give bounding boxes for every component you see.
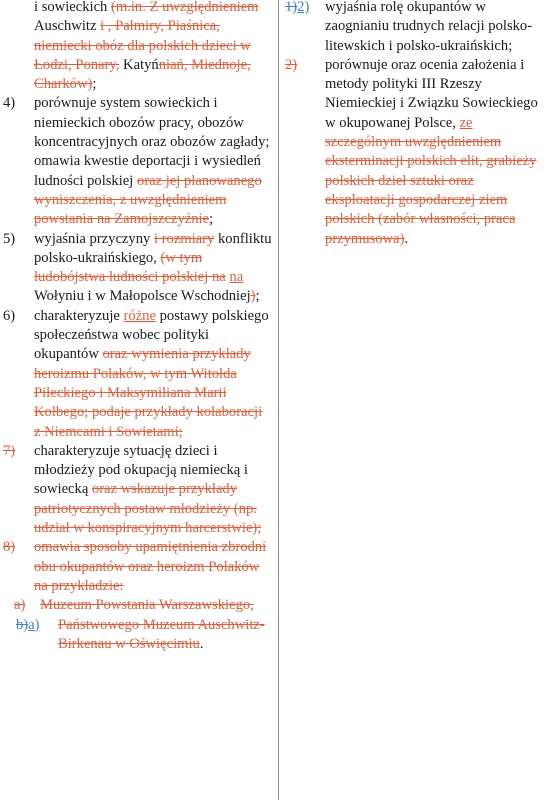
right-column bbox=[285, 0, 547, 249]
text-segment: charakteryzuje bbox=[34, 307, 124, 324]
text-segment: porównuje system sowieckich i niemieckich obozów pracy, obozów koncentracyjnych oraz obozów zagłady; omawia kwestie deportacji i wysiedleń ludności polskiej bbox=[34, 95, 270, 189]
deleted-text: oraz wskazuje przykłady patriotycznych postaw młodzieży (np. udział w konspiracyjnym harcerstwie); bbox=[34, 481, 262, 537]
text-segment: 6) bbox=[3, 307, 16, 324]
list-number bbox=[3, 230, 15, 249]
list-number bbox=[3, 307, 15, 326]
text-segment: wyjaśnia rolę okupantów w zaognianiu trudnych relacji polsko-litewskich i polsko-ukraińskich; bbox=[325, 0, 533, 54]
text-segment: postawy polskiego społeczeństwa wobec polityki okupantów bbox=[34, 307, 269, 363]
text-segment: porównuje oraz ocenia założenia i metody polityki III Rzeszy Niemieckiej i Związku Sowieckiego w okupowanej Polsce, bbox=[325, 56, 538, 131]
deleted-text: 2) bbox=[285, 56, 298, 73]
deleted-text: i rozmiary bbox=[153, 230, 215, 247]
deleted-text: a) bbox=[14, 597, 26, 614]
deleted-text: ) bbox=[250, 288, 256, 305]
text-segment: ; bbox=[255, 288, 260, 305]
left-column bbox=[0, 0, 272, 654]
sub-list-item bbox=[0, 596, 272, 615]
inserted-text: na bbox=[229, 269, 244, 286]
deleted-text: Państwowego Muzeum Auschwitz-Birkenau w Oświęcimiu bbox=[58, 616, 265, 652]
list-number bbox=[285, 56, 297, 75]
text-segment: . bbox=[199, 635, 204, 652]
text-segment: Katyń bbox=[119, 56, 159, 73]
text-segment: 5) bbox=[3, 230, 16, 247]
list-item bbox=[0, 230, 272, 307]
sub-list-item bbox=[0, 616, 272, 655]
inserted-text: ze bbox=[459, 114, 473, 131]
list-item bbox=[285, 0, 547, 56]
list-number bbox=[3, 442, 15, 461]
inserted-text: a) bbox=[28, 616, 40, 633]
deleted-text: Muzeum Powstania Warszawskiego, bbox=[40, 597, 254, 614]
list-item bbox=[0, 538, 272, 596]
deleted-text: 7) bbox=[3, 442, 16, 459]
deleted-text: oraz wymienia przykłady heroizmu Polaków, w tym Witolda Pileckiego i Maksymiliana Marii Kolbego; podaje przykłady kolaboracji z Niemcami i Sowietami; bbox=[34, 346, 263, 440]
deleted-text: omawia sposoby upamiętnienia zbrodni obu okupantów oraz heroizm Polaków na przykładzie: bbox=[34, 539, 267, 594]
deleted-text: i , Palmiry, Piaśnica, niemiecki obóz dla polskich dzieci w Łodzi, Ponary, bbox=[34, 18, 251, 73]
list-item bbox=[285, 56, 547, 249]
text-segment: ; bbox=[92, 76, 97, 93]
list-item bbox=[0, 94, 272, 229]
list-number bbox=[3, 94, 15, 113]
text-segment: i sowieckich bbox=[34, 0, 112, 15]
deleted-text: (m.in. Z uwzględnieniem bbox=[111, 0, 259, 15]
list-item bbox=[0, 307, 272, 442]
text-segment: 4) bbox=[3, 95, 16, 112]
deleted-text: (w tym ludobójstwa ludności polskiej na bbox=[34, 249, 226, 286]
deleted-text: 1) bbox=[285, 0, 298, 15]
list-item bbox=[0, 442, 272, 538]
deleted-text: niań, Miednoje, Charków) bbox=[34, 56, 251, 93]
list-item bbox=[0, 0, 272, 94]
text-segment: Auschwitz bbox=[34, 18, 101, 35]
inserted-text: 2) bbox=[297, 0, 310, 15]
deleted-text: oraz jej planowanego wyniszczenia, z uwzględnieniem powstania na Zamojszczyźnie bbox=[34, 172, 262, 228]
inserted-text: różne bbox=[123, 307, 156, 324]
text-segment: konfliktu polsko-ukraińskiego, bbox=[34, 230, 272, 266]
deleted-text: szczególnym uwzględnieniem eksterminacji polskich elit, grabieży polskich dzieł sztuki oraz eksploatacji gospodarczej ziem polskich (zabór własności, praca przymusowa) bbox=[325, 134, 537, 247]
list-number bbox=[16, 616, 40, 635]
text-segment: charakteryzuje sytuację dzieci i młodzieży pod okupacją niemiecką i sowiecką bbox=[34, 442, 248, 498]
column-divider bbox=[278, 0, 279, 800]
list-number bbox=[285, 0, 309, 17]
text-segment: . bbox=[404, 230, 409, 247]
list-number bbox=[14, 596, 25, 615]
text-segment: wyjaśnia przyczyny bbox=[34, 230, 154, 247]
text-segment: ; bbox=[209, 211, 214, 228]
deleted-text: b) bbox=[16, 616, 29, 633]
deleted-text: 8) bbox=[3, 539, 16, 556]
text-segment: Wołyniu i w Małopolsce Wschodniej bbox=[34, 288, 251, 305]
list-number bbox=[3, 538, 15, 557]
